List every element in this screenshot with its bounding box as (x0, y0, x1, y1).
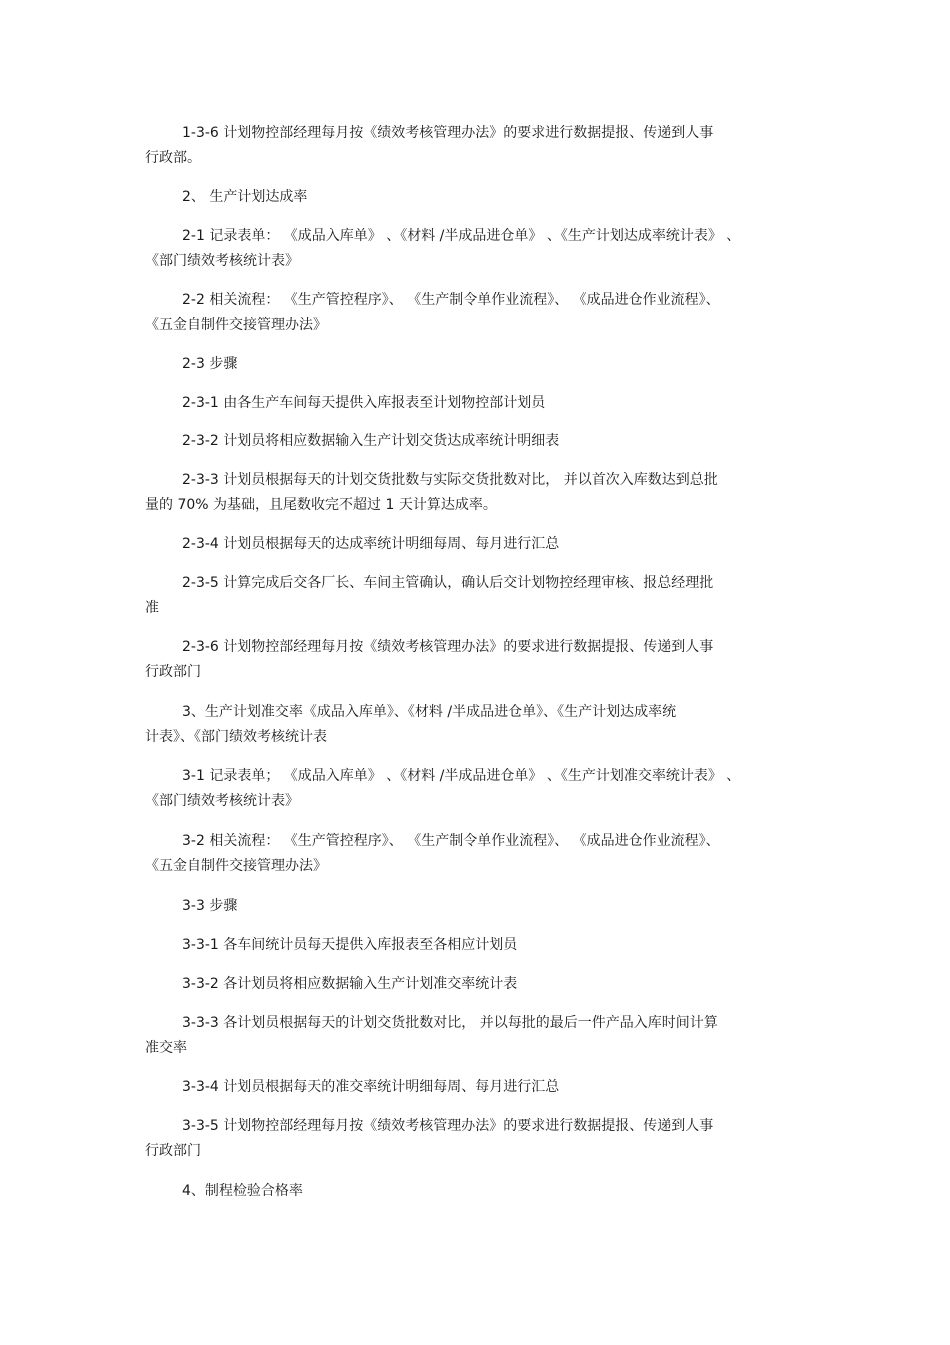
paragraph-line: 4、制程检验合格率 (182, 1183, 303, 1199)
paragraph-line: 2-3-5 计算完成后交各厂长、车间主管确认，确认后交计划物控经理审核、报总经理批 (182, 575, 714, 591)
paragraph-line: 《五金自制件交接管理办法》 (145, 317, 327, 333)
paragraph-3-1 (145, 764, 805, 814)
paragraph-line: 2-2 相关流程： 《生产管控程序》、 《生产制令单作业流程》、 《成品进仓作业流程》、 (182, 292, 720, 308)
paragraph-line: 3-3-4 计划员根据每天的准交率统计明细每周、每月进行汇总 (182, 1079, 560, 1095)
section-heading-3 (145, 700, 805, 750)
paragraph-3-3-5 (145, 1114, 805, 1164)
paragraph-line: 准交率 (145, 1040, 187, 1056)
paragraph-line: 3-3 步骤 (182, 898, 238, 914)
paragraph-2-3-4 (145, 532, 805, 557)
paragraph-3-3 (145, 894, 805, 919)
paragraph-3-2 (145, 829, 805, 879)
paragraph-line: 行政部。 (145, 150, 201, 166)
paragraph-line: 2-3-4 计划员根据每天的达成率统计明细每周、每月进行汇总 (182, 536, 560, 552)
paragraph-line: 行政部门 (145, 664, 201, 680)
paragraph-line: 3-3-5 计划物控部经理每月按《绩效考核管理办法》的要求进行数据提报、传递到人事 (182, 1118, 714, 1134)
paragraph-line: 3-2 相关流程： 《生产管控程序》、 《生产制令单作业流程》、 《成品进仓作业流程》、 (182, 833, 720, 849)
paragraph-line: 《五金自制件交接管理办法》 (145, 858, 327, 874)
paragraph-3-3-2 (145, 972, 805, 997)
paragraph-line: 《部门绩效考核统计表》 (145, 793, 299, 809)
paragraph-2-3-1 (145, 391, 805, 416)
paragraph-2-2 (145, 288, 805, 338)
paragraph-2-3-5 (145, 571, 805, 621)
paragraph-2-3-2 (145, 429, 805, 454)
paragraph-1-3-6 (145, 121, 805, 171)
paragraph-2-3-3 (145, 468, 805, 518)
paragraph-line: 3、生产计划准交率《成品入库单》、《材料 /半成品进仓单》、《生产计划达成率统 (182, 704, 677, 720)
paragraph-line: 计表》、《部门绩效考核统计表 (145, 729, 327, 745)
paragraph-2-1 (145, 224, 805, 274)
paragraph-line: 3-3-1 各车间统计员每天提供入库报表至各相应计划员 (182, 937, 518, 953)
paragraph-line: 3-3-2 各计划员将相应数据输入生产计划准交率统计表 (182, 976, 518, 992)
paragraph-line: 2、 生产计划达成率 (182, 189, 308, 205)
paragraph-line: 2-1 记录表单： 《成品入库单》 、《材料 /半成品进仓单》 、《生产计划达成率统计表》 、 (182, 228, 741, 244)
paragraph-line: 2-3-6 计划物控部经理每月按《绩效考核管理办法》的要求进行数据提报、传递到人事 (182, 639, 714, 655)
paragraph-line: 行政部门 (145, 1143, 201, 1159)
paragraph-3-3-4 (145, 1075, 805, 1100)
paragraph-3-3-3 (145, 1011, 805, 1061)
paragraph-3-3-1 (145, 933, 805, 958)
paragraph-2-3 (145, 352, 805, 377)
paragraph-line: 量的 70% 为基础，且尾数收完不超过 1 天计算达成率。 (145, 497, 497, 513)
paragraph-line: 3-1 记录表单； 《成品入库单》 、《材料 /半成品进仓单》 、《生产计划准交率统计表》 、 (182, 768, 741, 784)
paragraph-line: 准 (145, 600, 159, 616)
section-heading-2 (145, 185, 805, 210)
paragraph-line: 2-3 步骤 (182, 356, 238, 372)
paragraph-line: 2-3-3 计划员根据每天的计划交货批数与实际交货批数对比， 并以首次入库数达到总批 (182, 472, 718, 488)
paragraph-line: 《部门绩效考核统计表》 (145, 253, 299, 269)
paragraph-line: 1-3-6 计划物控部经理每月按《绩效考核管理办法》的要求进行数据提报、传递到人事 (182, 125, 714, 141)
section-heading-4 (145, 1179, 805, 1204)
paragraph-line: 2-3-2 计划员将相应数据输入生产计划交货达成率统计明细表 (182, 433, 560, 449)
paragraph-2-3-6 (145, 635, 805, 685)
paragraph-line: 2-3-1 由各生产车间每天提供入库报表至计划物控部计划员 (182, 395, 546, 411)
paragraph-line: 3-3-3 各计划员根据每天的计划交货批数对比， 并以每批的最后一件产品入库时间计算 (182, 1015, 718, 1031)
